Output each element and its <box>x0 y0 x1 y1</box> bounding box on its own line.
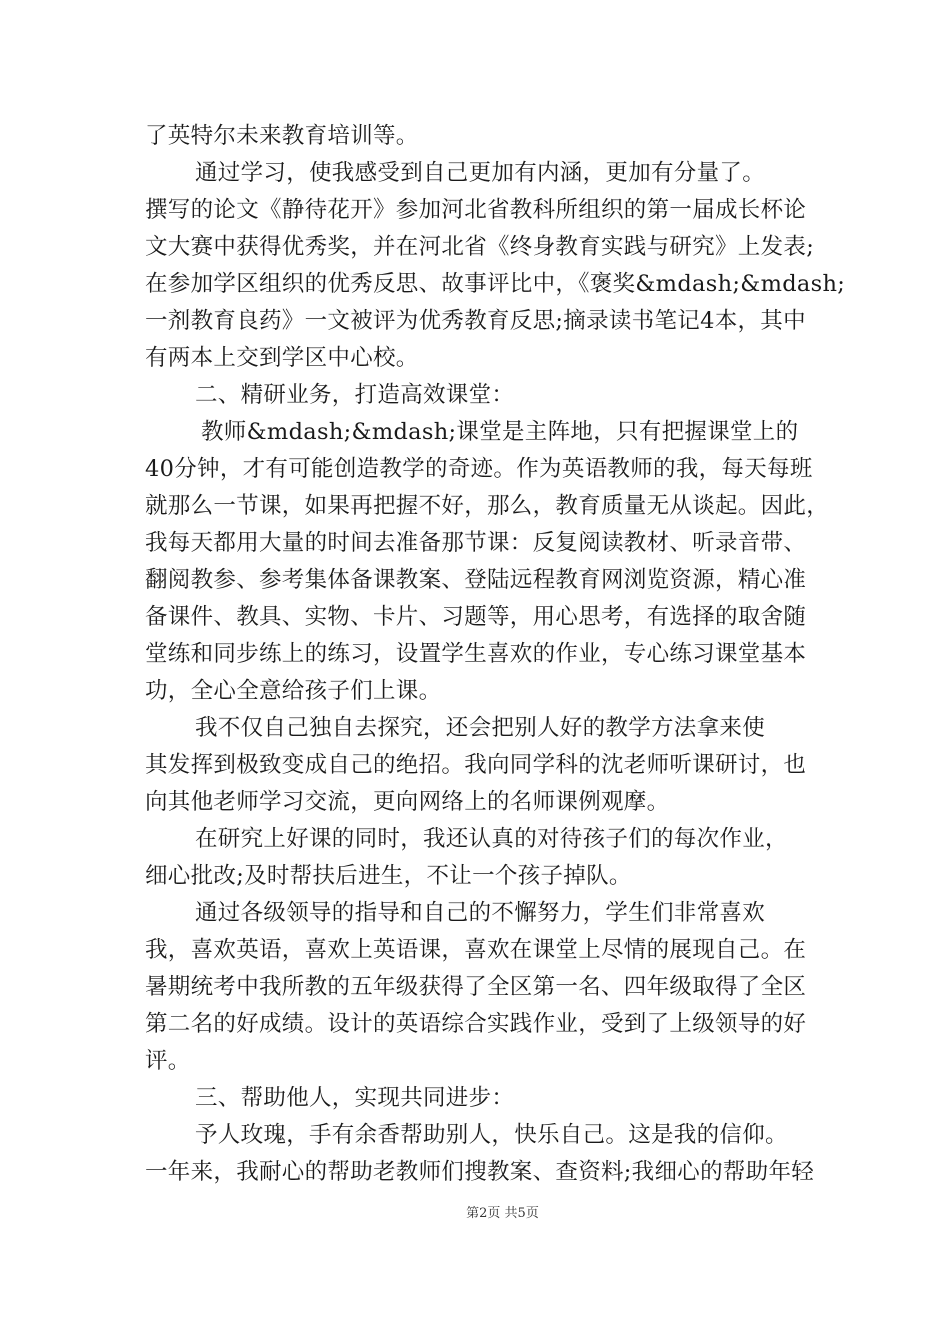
text-line: 通过学习，使我感受到自己更加有内涵，更加有分量了。 <box>195 160 766 186</box>
text-line: 第二名的好成绩。设计的英语综合实践作业，受到了上级领导的好 <box>145 1011 807 1037</box>
text-line: 暑期统考中我所教的五年级获得了全区第一名、四年级取得了全区 <box>145 974 807 1000</box>
text-line: 在研究上好课的同时，我还认真的对待孩子们的每次作业， <box>195 826 788 852</box>
text-line: 撰写的论文《静待花开》参加河北省教科所组织的第一届成长杯论 <box>145 197 807 223</box>
text-line: 备课件、教具、实物、卡片、习题等，用心思考，有选择的取舍随 <box>145 604 807 630</box>
text-line: 了英特尔未来教育培训等。 <box>145 123 419 149</box>
text-line: 予人玫瑰，手有余香帮助别人，快乐自己。这是我的信仰。 <box>195 1122 788 1148</box>
text-line: 向其他老师学习交流，更向网络上的名师课例观摩。 <box>145 789 670 815</box>
text-line: 功，全心全意给孩子们上课。 <box>145 678 442 704</box>
text-line: 我，喜欢英语，喜欢上英语课，喜欢在课堂上尽情的展现自己。在 <box>145 937 807 963</box>
section-heading: 二、精研业务，打造高效课堂： <box>195 382 515 408</box>
text-line: 一年来，我耐心的帮助老教师们搜教案、查资料;我细心的帮助年轻 <box>145 1159 815 1185</box>
text-line: 翻阅教参、参考集体备课教案、登陆远程教育网浏览资源，精心准 <box>145 567 807 593</box>
text-line: 有两本上交到学区中心校。 <box>145 345 419 371</box>
text-line: 通过各级领导的指导和自己的不懈努力，学生们非常喜欢 <box>195 900 766 926</box>
text-line: 评。 <box>145 1048 191 1074</box>
document-body <box>145 118 846 1191</box>
page-number: 第2页 共5页 <box>466 1206 539 1221</box>
text-line: 文大赛中获得优秀奖，并在河北省《终身教育实践与研究》上发表; <box>145 234 815 260</box>
text-line: 就那么一节课，如果再把握不好，那么，教育质量无从谈起。因此， <box>145 493 830 519</box>
text-line: 40分钟，才有可能创造教学的奇迹。作为英语教师的我，每天每班 <box>145 456 813 482</box>
text-line: 教师&mdash;&mdash;课堂是主阵地，只有把握课堂上的 <box>201 419 799 445</box>
text-line: 堂练和同步练上的练习，设置学生喜欢的作业，专心练习课堂基本 <box>145 641 807 667</box>
text-line: 一剂教育良药》一文被评为优秀教育反思;摘录读书笔记4本，其中 <box>145 308 806 334</box>
section-heading: 三、帮助他人，实现共同进步： <box>195 1085 515 1111</box>
text-line: 其发挥到极致变成自己的绝招。我向同学科的沈老师听课研讨，也 <box>145 752 807 778</box>
text-line: 我每天都用大量的时间去准备那节课：反复阅读教材、听录音带、 <box>145 530 807 556</box>
text-line: 在参加学区组织的优秀反思、故事评比中，《褒奖&mdash;&mdash; <box>145 271 846 297</box>
text-line: 我不仅自己独自去探究，还会把别人好的教学方法拿来使 <box>195 715 766 741</box>
text-line: 细心批改;及时帮扶后进生，不让一个孩子掉队。 <box>145 863 632 889</box>
